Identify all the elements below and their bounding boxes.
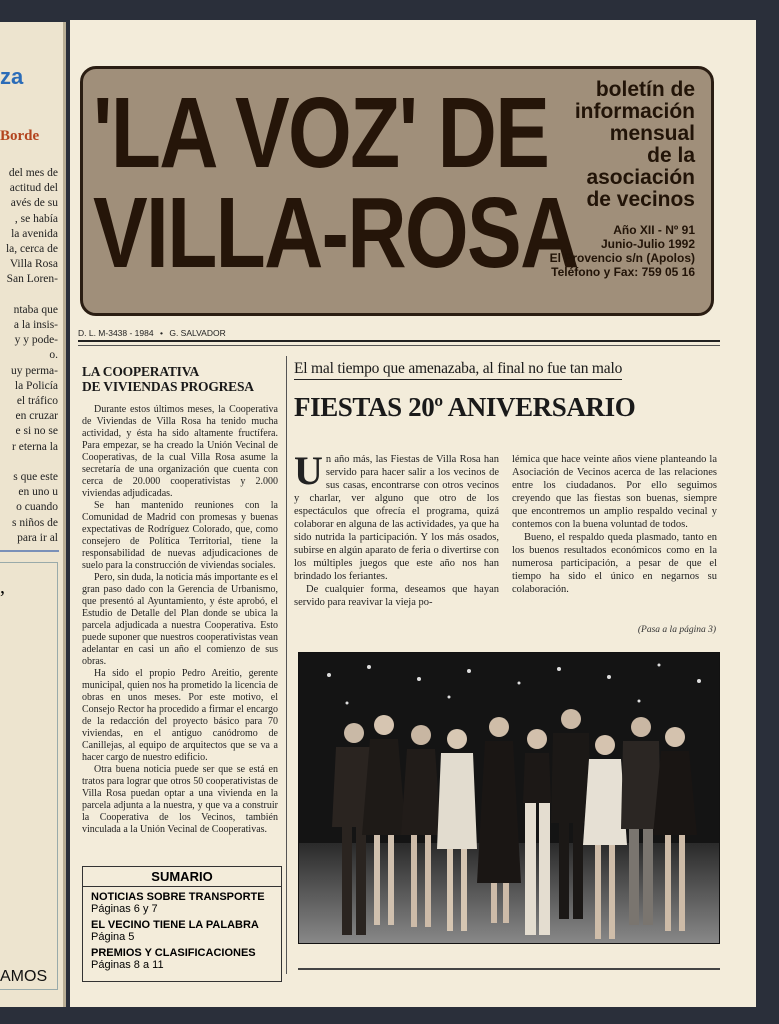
issue-date: Junio-Julio 1992: [600, 237, 695, 251]
fiestas-paragraph: lémica que hace veinte años viene planteando la Asociación de Vecinos acerca de las relaciones entre los ciudadanos. Por ello seguimos creyendo que las fiestas son buenas, siempre que encontremos un amplio respaldo vecinal y contemos con la buena voluntad de todos.: [512, 454, 717, 530]
masthead: [80, 66, 714, 316]
column-divider: [286, 356, 287, 974]
sumario-title: SUMARIO: [83, 869, 281, 887]
legal-credits: [78, 328, 230, 338]
left-page-line: el tráfico: [16, 395, 58, 408]
left-page-line: , se había: [14, 212, 58, 225]
header-rule-thin: [78, 345, 720, 346]
left-page-line: Villa Rosa: [9, 258, 58, 271]
fiestas-paragraph: [294, 448, 499, 583]
tagline-line: información: [574, 100, 695, 123]
left-page-line: a la insis-: [13, 319, 58, 332]
left-page-line: s niños de: [12, 516, 58, 529]
masthead-title-line2: VILLA-ROSA: [93, 177, 578, 289]
tagline-line: de la: [647, 144, 695, 167]
fiestas-kicker: El mal tiempo que amenazaba, al final no fue tan malo: [294, 360, 622, 380]
left-page-divider: [0, 550, 59, 552]
masthead-title: [93, 77, 578, 289]
dropcap: U: [294, 448, 323, 493]
fiestas-group-photo: [298, 652, 720, 944]
left-page-line: actitud del: [9, 182, 58, 195]
header-rule: [78, 340, 720, 342]
masthead-issue-info: [535, 223, 695, 279]
cooperativa-title: [82, 364, 278, 394]
fiestas-headline: FIESTAS 20º ANIVERSARIO: [294, 392, 636, 422]
cooperativa-title-line1: LA COOPERATIVA: [82, 364, 200, 379]
cooperativa-paragraph: Otra buena noticia puede ser que se está en tratos para lograr que otros 50 cooperativistas de Villa Rosa puedan optar a una vivienda en la parcela adjunta a la nuestra, y que va a construir la Cooperativa de los Vecinos, también vinculada a la Unión Vecinal de Cooperativas.: [82, 764, 278, 835]
fiestas-paragraph: Bueno, el respaldo queda plasmado, tanto en los buenos resultados económicos como en la numerosa participación, a pesar de que el tiempo ha sido el único en negarnos su colaboración.: [512, 532, 717, 595]
masthead-tagline: [535, 79, 695, 211]
tagline-line: boletín de: [595, 78, 695, 101]
left-facing-page: [0, 22, 66, 1007]
fiestas-paragraph-text: n año más, las Fiestas de Villa Rosa han servido para hacer salir a los vecinos de sus casas, encontrarse con otros vecinos y charlar, ver alguno que otro de los espectáculos que ofrecía el programa, quizá colaborar en alguna de las actividades, ya que ha sido nutrida la participación. Y los más osados, subirse en algún aparato de feria o divertirse con los múltiples juegos que este año nos han brindado los feriantes.: [294, 454, 499, 582]
left-page-box: [0, 562, 58, 990]
sumario-item-label: PREMIOS Y CLASIFICACIONES: [91, 947, 256, 959]
issue-address: El Provencio s/n (Apolos): [549, 251, 695, 265]
left-page-line: del mes de: [8, 167, 58, 179]
left-page-subtitle-fragment: Borde: [0, 128, 40, 144]
cooperativa-paragraph: Pero, sin duda, la noticia más importante es el gran paso dado con la Gerencia de Urbanismo, que presentó al Ayuntamiento, y éste aprobó, el Estudio de Detalle del Plan donde se ubica la parcela adjudicada a nuestra Cooperativa. Esto puede suponer que nuestros cooperativistas vean adelantar en casi un año el comienzo de sus obras.: [82, 572, 278, 667]
left-page-line: e si no se: [15, 425, 58, 438]
sumario-item-pages: Páginas 8 a 11: [91, 959, 164, 971]
legal-deposit: D. L. M-3438 - 1984: [78, 328, 154, 338]
sumario-item-pages: Páginas 6 y 7: [91, 903, 158, 915]
left-page-line: ntaba que: [13, 303, 58, 316]
issue-phone: Teléfono y Fax: 759 05 16: [551, 265, 695, 279]
masthead-info: [535, 79, 695, 279]
left-page-line: la, cerca de: [5, 243, 58, 256]
left-page-line: en cruzar: [15, 410, 58, 423]
left-page-line: uy perma-: [11, 364, 58, 377]
cooperativa-paragraph: Durante estos últimos meses, la Cooperativa de Viviendas de Villa Rosa ha tenido mucha actividad, y ésta ha sido altamente fructífera. Para empezar, se ha creado la Unión Vecinal de Cooperativas, de la cual Villa Rosa asume la secretaría de una organización que cuenta con cerca de 20.000 cooperativistas y 2.000 viviendas adjudicadas.: [82, 404, 278, 499]
printer-name: G. SALVADOR: [169, 328, 226, 338]
left-page-line: [0, 288, 58, 303]
sumario-item-label: EL VECINO TIENE LA PALABRA: [91, 919, 259, 931]
fiestas-column-2: [512, 453, 717, 596]
left-page-line: [0, 455, 58, 470]
left-page-text-column: [0, 166, 58, 546]
left-page-line: en uno u: [18, 486, 58, 499]
left-page-line: s que este: [13, 471, 58, 484]
sumario-item-label: NOTICIAS SOBRE TRANSPORTE: [91, 891, 265, 903]
group-photo-image: [299, 653, 720, 944]
cooperativa-paragraph: Ha sido el propio Pedro Areitio, gerente municipal, quien nos ha prometido la licencia de obras en unos meses. Por este motivo, el Consejo Rector ha procedido a firmar el encargo de la redacción del proyecto básico para 70 viviendas, en el antiguo canódromo de Canillejas, al equipo de arquitectos que se va a hacer cargo de nuestro edificio.: [82, 668, 278, 763]
left-page-line: o.: [49, 349, 58, 362]
left-page-title-fragment: za: [0, 64, 24, 89]
tagline-line: asociación: [586, 166, 695, 189]
issue-number: Año XII - Nº 91: [613, 223, 695, 237]
cooperativa-article: [82, 364, 278, 836]
cooperativa-title-line2: DE VIVIENDAS PROGRESA: [82, 379, 254, 394]
sumario-box: [82, 866, 282, 982]
left-page-mark: ,: [0, 576, 5, 598]
left-page-line: r eterna la: [12, 440, 58, 453]
credits-separator: •: [159, 328, 163, 338]
footer-rule: [298, 968, 720, 970]
newsletter-page: [70, 20, 756, 1007]
left-page-bottom-fragment: AMOS: [0, 968, 48, 985]
left-page-line: la Policía: [14, 379, 58, 392]
left-page-line: o cuando: [16, 501, 58, 514]
sumario-item-pages: Página 5: [91, 931, 135, 943]
tagline-line: de vecinos: [586, 188, 695, 211]
left-page-line: San Loren-: [6, 273, 58, 286]
fiestas-column-1: [294, 448, 499, 609]
cooperativa-paragraph: Se han mantenido reuniones con la Comunidad de Madrid con promesas y buenas expectativas de Rodríguez Colorado, que, como consejero de Política Territorial, tiene la responsabilidad de nuevas adjudicaciones de suelo para la construcción de viviendas sociales.: [82, 500, 278, 571]
left-page-line: la avenida: [11, 227, 58, 240]
masthead-title-line1: 'LA VOZ' DE: [93, 77, 549, 189]
continued-note: (Pasa a la página 3): [637, 625, 716, 635]
tagline-line: mensual: [609, 122, 695, 145]
left-page-line: avés de su: [10, 197, 58, 210]
left-page-line: y y pode-: [14, 334, 58, 347]
left-page-line: para ir al: [17, 531, 58, 544]
fiestas-paragraph: De cualquier forma, deseamos que hayan servido para reavivar la vieja po-: [294, 584, 499, 608]
